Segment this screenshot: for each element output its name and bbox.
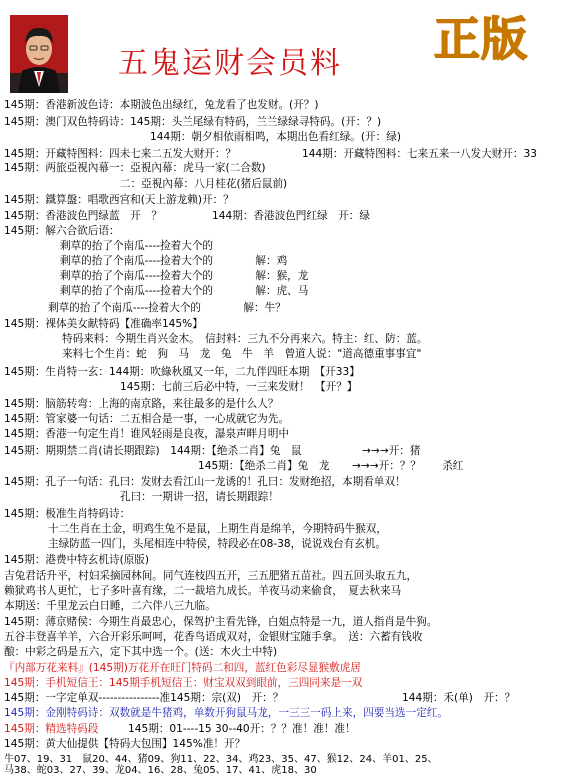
line-26: →→→开：猪 — [362, 445, 421, 457]
line-47: 145期：01----15 30--40开：？？准！准！准！ — [128, 723, 356, 735]
line-20: 145期：生肖特一玄：144期：吹綠秋風又一年，二九伴四旺本期 【开33】 — [4, 366, 360, 378]
line-34: 145期：港费中特玄机诗(原版) — [4, 554, 150, 566]
line-39: 五谷丰登喜羊羊，六合开彩乐呵呵，花香鸟语成双对，金银财宝随手拿。 送：六蓄有钱收 — [4, 631, 423, 643]
line-19: 来料七个生肖：蛇 狗 马 龙 兔 牛 羊 曾道人说："道高德重事事宜" — [62, 348, 422, 360]
line-4: 145期：开藏特图料：四未七来二五发大财开：？ — [4, 148, 237, 160]
avatar — [10, 15, 68, 93]
line-49: 牛07、19、31 鼠20、44、猪09、狗11、22、34、鸡23、35、47、猴12、24、羊01、25、 — [4, 754, 438, 765]
line-31: 145期：极准生肖特码诗： — [4, 508, 131, 520]
line-44: 144期：禾(单) 开：？ — [402, 692, 516, 704]
line-45: 145期：金刚特码诗：双数就是牛猪鸡，单数开狗鼠马龙，一三三一码上来，四要当选一定红。 — [4, 707, 448, 719]
line-7: 二：亞視內幕：八月桂花(猪后鼠前) — [120, 178, 288, 190]
line-50: 马38、蛇03、27、39、龙04、16、28、兔05、17、41、虎18、30 — [4, 765, 317, 776]
line-32: 十二生肖在土金，明鸡生兔不是鼠，上期生肖是绵羊，今期特码牛猴双， — [48, 523, 387, 535]
line-37: 本期送：千里龙云白日睡，二六伴八三九临。 — [4, 600, 216, 612]
line-16: 剩草的抬了个南瓜----捡着大个的 解：牛？ — [48, 302, 286, 314]
line-33: 主绿防蓝一四门，头尾相连中特侯，特段必在08-38，说说戏台有玄机。 — [48, 538, 386, 550]
line-43: 145期：一字定单双----------------准145期：宗(双) 开：？ — [4, 692, 284, 704]
line-46: 145期：精选特码段 — [4, 723, 99, 735]
line-12: 剩草的抬了个南瓜----捡着大个的 — [60, 240, 214, 252]
line-24: 145期：香港一句定生肖！谁风轻雨是良夜，瀑泉声畔月明中 — [4, 428, 290, 440]
line-8: 145期：鐵算盤：唱歌西宫和(天上游龙赖)开：？ — [4, 194, 234, 206]
line-48: 145期：黄大仙提供【特码大包围】145%准！开？ — [4, 738, 246, 750]
line-41: 『内部万花来料』(145期)万花开在旺门特码二和四，蓝红色彩尽显猴敷虎居 — [4, 662, 361, 674]
line-2: 145期：澳门双色特码诗：145期：头兰尾绿有特码，兰兰绿绿寻特码。(开：？) — [4, 116, 382, 128]
line-1: 145期：香港新波色诗：本期波色出绿红，兔龙看了也发财。(开？) — [4, 99, 319, 111]
line-22: 145期：脑筋转弯：上海的南京路，来往最多的是什么人？ — [4, 398, 279, 410]
line-40: 酿：中彩之码是五六，定下其中选一个。(送：木火土中特) — [4, 646, 278, 658]
line-23: 145期：管家婆一句话：二五相合是一事，一心成就它为先。 — [4, 413, 290, 425]
line-13: 剩草的抬了个南瓜----捡着大个的 解：鸡 — [60, 255, 288, 267]
line-18: 特码来料：今期生肖兴金木。 信封料：三九不分再来六。特主：红、防：蓝。 — [62, 333, 428, 345]
authentic-stamp: 正版 — [434, 12, 528, 66]
line-9: 145期：香港波色門绿蓝 开 ？ — [4, 210, 162, 222]
line-3: 144期：朝夕相依雨相鸣，本期出色看红绿。(开：绿) — [150, 131, 401, 143]
line-6: 145期：两旅亞視內幕一：亞視內幕：虎马一家(二合数) — [4, 162, 266, 174]
line-29: 145期：孔子一句话：孔曰：发财去看江山一龙诱的！孔曰：发财绝招，本期看单双！ — [4, 476, 406, 488]
line-42: 145期：手机短信王：145期手机短信王：财宝双双到眼前，三四同来是一双 — [4, 677, 363, 689]
line-10: 144期：香港波色門红绿 开：绿 — [212, 210, 370, 222]
line-17: 145期：裸体美女献特码【准确率145%】 — [4, 318, 203, 330]
page-title: 五鬼运财会员料 — [118, 46, 342, 81]
line-11: 145期：解六合欲后语： — [4, 225, 120, 237]
line-14: 剩草的抬了个南瓜----捡着大个的 解：猴，龙 — [60, 270, 309, 282]
line-25: 145期：期期禁二肖(请长期跟踪) 144期：【绝杀二肖】兔 鼠 — [4, 445, 302, 457]
line-15: 剩草的抬了个南瓜----捡着大个的 解：虎、马 — [60, 285, 309, 297]
line-36: 赖狱鸡书人更忙，七子多叶喜有缘，二一裁培九成长。羊夜马动来偷食， 夏去秋来马 — [4, 585, 402, 597]
line-21: 145期：七前三后必中特，一三来发财！ 【开？】 — [120, 381, 358, 393]
line-35: 吉兔君话升平，村妇采摘园林间。同气连枝四五开，三五肥猪五苗社。四五回头取五九， — [4, 570, 418, 582]
line-27: 145期：【绝杀二肖】兔 龙 — [198, 460, 330, 472]
line-5: 144期：开藏特图料：七来五来一八发大财开：33 — [302, 148, 537, 160]
line-30: 孔曰：一期讲一招，请长期跟踪！ — [120, 491, 279, 503]
line-38: 145期：薄京赌侯：今期生肖最忠心，保驾护主看先锋，白姐点特是一九，道人指肖是牛狗。 — [4, 616, 438, 628]
line-28: →→→开：？？ 杀红 — [352, 460, 464, 472]
